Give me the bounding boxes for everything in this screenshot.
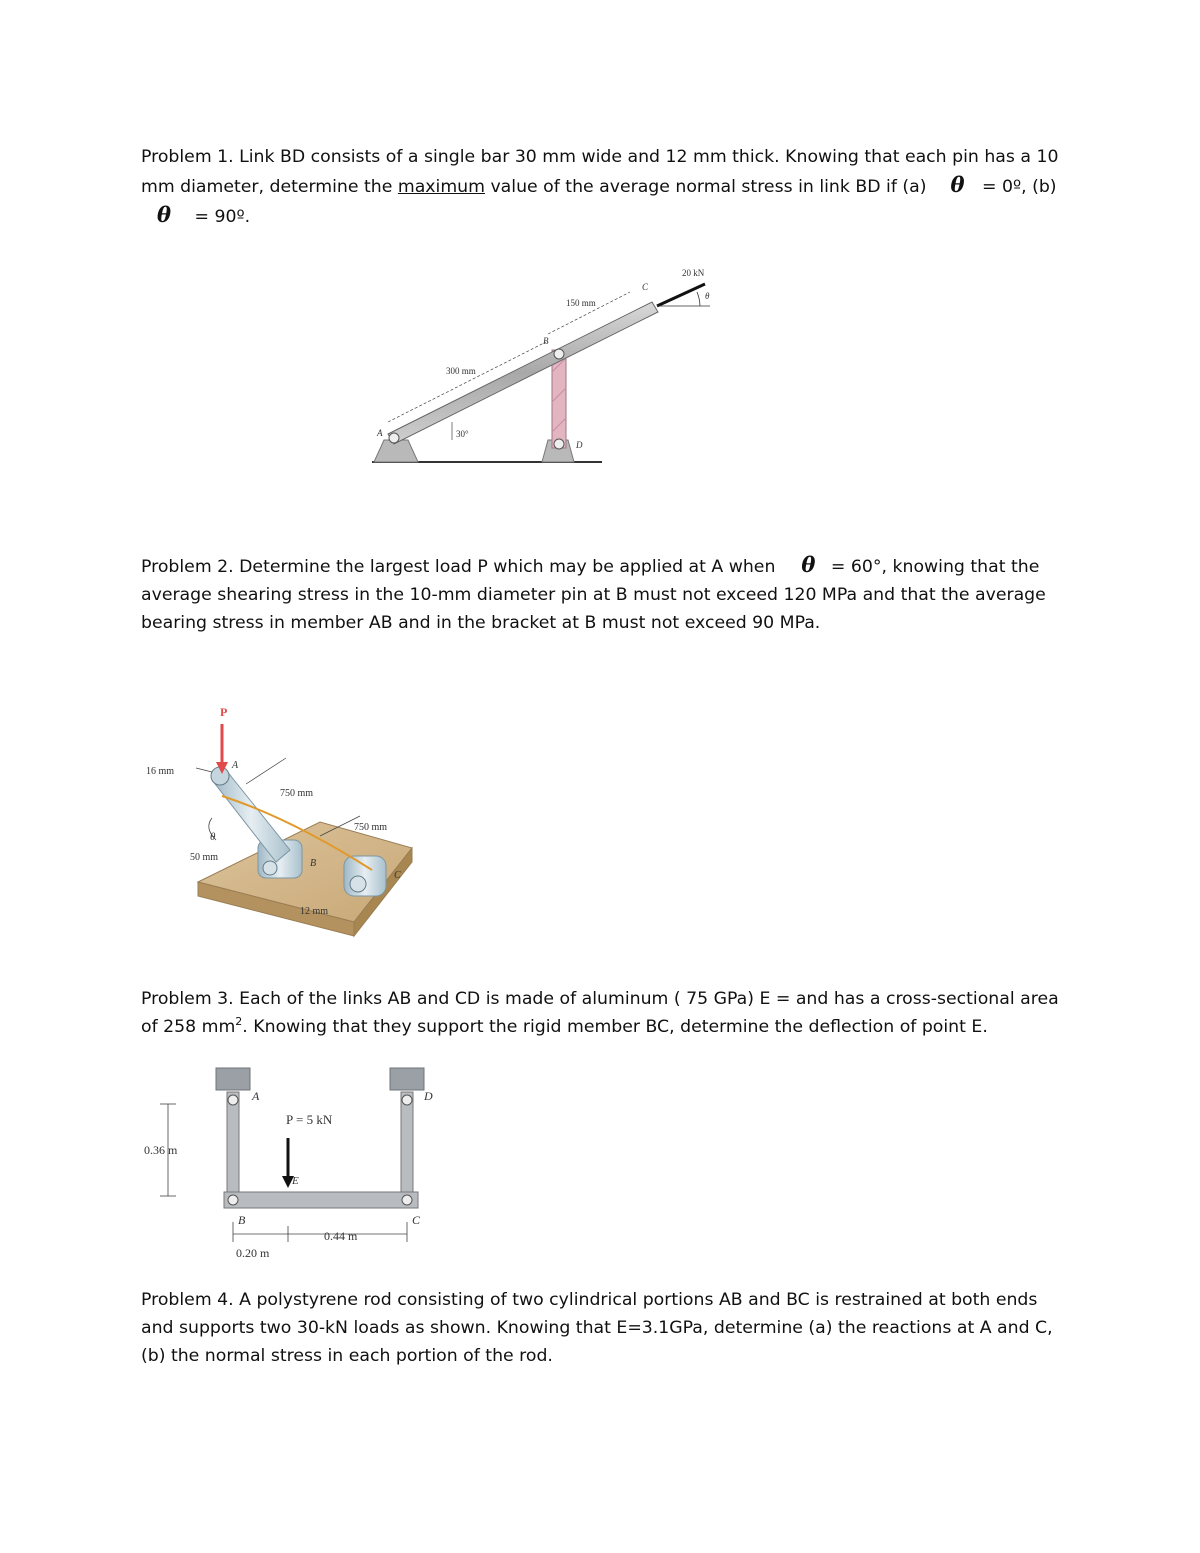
support-d bbox=[390, 1068, 424, 1090]
label-c: C bbox=[412, 1213, 421, 1227]
dimension-750mm-1 bbox=[246, 758, 286, 784]
support-a bbox=[216, 1068, 250, 1090]
rigid-member-bc bbox=[224, 1192, 418, 1208]
problem-2-text bbox=[141, 551, 1061, 637]
dim-12mm-label: 12 mm bbox=[300, 906, 329, 917]
pin-d bbox=[554, 439, 564, 449]
label-a: A bbox=[252, 1089, 260, 1103]
dim-150-label: 150 mm bbox=[566, 298, 596, 308]
angle-30-label: 30° bbox=[456, 429, 469, 439]
problem-4-line-3: (b) the normal stress in each portion of the rod. bbox=[141, 1346, 553, 1366]
height-label: 0.36 m bbox=[144, 1143, 178, 1157]
problem-2-line-3: bearing stress in member AB and in the bracket at B must not exceed 90 MPa. bbox=[141, 613, 821, 633]
problem-2-line-1 bbox=[141, 551, 1061, 581]
problem-3-figure bbox=[140, 1066, 450, 1266]
dim-750mm-label-1: 750 mm bbox=[280, 788, 314, 799]
label-b: B bbox=[310, 858, 317, 869]
theta-label: θ bbox=[705, 291, 710, 301]
problem-3-line-1: Problem 3. Each of the links AB and CD is made of aluminum ( 75 GPa) E = and has a cross-sectional area bbox=[141, 989, 1059, 1009]
problem-4-text bbox=[141, 1286, 1061, 1370]
problem-1-text-e: = 90º. bbox=[189, 207, 251, 227]
dim-50mm-label: 50 mm bbox=[190, 852, 219, 863]
problem-3-text bbox=[141, 985, 1061, 1041]
pin-c bbox=[402, 1195, 412, 1205]
label-a: A bbox=[232, 760, 239, 771]
theta-symbol: θ bbox=[801, 552, 816, 577]
problem-4-line-2: and supports two 30-kN loads as shown. Knowing that E=3.1GPa, determine (a) the reactions at A and C, bbox=[141, 1318, 1053, 1338]
problem-2-line-2: average shearing stress in the 10-mm diameter pin at B must not exceed 120 MPa and that the average bbox=[141, 585, 1046, 605]
dim-020-label: 0.20 m bbox=[236, 1246, 270, 1260]
problem-1-line-2 bbox=[141, 171, 1061, 201]
label-d: D bbox=[576, 440, 583, 450]
problem-2-figure bbox=[140, 700, 422, 960]
problem-1-line-1: Problem 1. Link BD consists of a single bar 30 mm wide and 12 mm thick. Knowing that each pin has a 10 bbox=[141, 147, 1059, 167]
dimension-300mm bbox=[388, 342, 546, 422]
load-label: P = 5 kN bbox=[286, 1112, 333, 1127]
link-ab bbox=[227, 1092, 239, 1198]
pin-d bbox=[402, 1095, 412, 1105]
problem-1-text-b: mm diameter, determine the bbox=[141, 177, 398, 197]
label-c: C bbox=[394, 870, 401, 881]
pin-b bbox=[228, 1195, 238, 1205]
superscript-2: 2 bbox=[235, 1015, 243, 1029]
problem-3-text-c: . Knowing that they support the rigid member BC, determine the deflection of point E. bbox=[242, 1017, 988, 1037]
problem-3-text-b: of 258 mm bbox=[141, 1017, 236, 1037]
problem-4-line-1: Problem 4. A polystyrene rod consisting of two cylindrical portions AB and BC is restrained at both ends bbox=[141, 1290, 1038, 1310]
problem-2-text-b: = 60°, knowing that the bbox=[825, 557, 1040, 577]
maximum-underlined: maximum bbox=[397, 177, 485, 197]
problem-1-figure bbox=[370, 262, 720, 474]
label-b: B bbox=[543, 336, 549, 346]
problem-1-text-c: value of the average normal stress in link BD if (a) bbox=[484, 177, 927, 197]
theta-symbol: θ bbox=[157, 202, 172, 227]
dim-044-label: 0.44 m bbox=[324, 1229, 358, 1243]
load-p-label: P bbox=[220, 705, 228, 719]
label-c: C bbox=[642, 282, 649, 292]
problem-2-text-a: Problem 2. Determine the largest load P which may be applied at A when bbox=[141, 557, 776, 577]
problem-3-line-2 bbox=[141, 1013, 1061, 1041]
bracket-c bbox=[344, 856, 386, 896]
pin-b bbox=[554, 349, 564, 359]
link-cd bbox=[401, 1092, 413, 1198]
label-a: A bbox=[377, 428, 383, 438]
dim-750mm-label-2: 750 mm bbox=[354, 822, 388, 833]
dim-16mm-label: 16 mm bbox=[146, 766, 175, 777]
problem-1-line-3 bbox=[141, 201, 1061, 231]
theta-label: θ bbox=[210, 831, 216, 843]
label-b: B bbox=[238, 1213, 246, 1227]
pin-a bbox=[389, 433, 399, 443]
load-label: 20 kN bbox=[682, 268, 705, 278]
label-d: D bbox=[424, 1089, 433, 1103]
theta-symbol: θ bbox=[950, 172, 965, 197]
member-abc bbox=[388, 302, 658, 444]
dim-300-label: 300 mm bbox=[446, 366, 476, 376]
problem-1-text-d: = 0º, (b) bbox=[976, 177, 1057, 197]
problem-1-text bbox=[141, 143, 1061, 231]
label-e: E bbox=[292, 1175, 299, 1187]
pin-a bbox=[228, 1095, 238, 1105]
